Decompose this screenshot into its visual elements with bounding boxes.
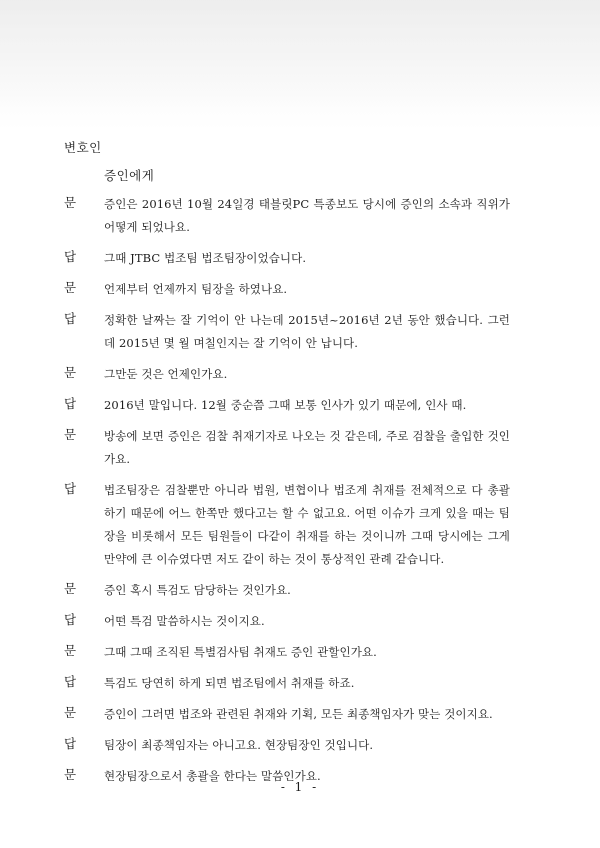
qa-list (0, 193, 600, 796)
qa-entry (0, 610, 600, 633)
qa-marker: 답 (64, 736, 77, 751)
qa-marker: 답 (64, 612, 77, 627)
qa-marker: 답 (64, 481, 77, 496)
qa-text: 그만둔 것은 언제인가요. (104, 367, 228, 381)
qa-marker: 문 (64, 365, 77, 380)
qa-text: 어떤 특검 말씀하시는 것이지요. (104, 614, 265, 628)
qa-marker: 문 (64, 643, 77, 658)
qa-text: 증인 혹시 특검도 담당하는 것인가요. (104, 583, 291, 597)
speaker-header: 변호인 (64, 140, 102, 155)
qa-text: 그때 그때 조직된 특별검사팀 취재도 증인 관할인가요. (104, 645, 377, 659)
qa-text: 정확한 날짜는 잘 기억이 안 나는데 2015년~2016년 2년 동안 했습니다. 그런데 2015년 몇 월 며칠인지는 잘 기억이 안 납니다. (104, 313, 510, 350)
qa-text: 2016년 말입니다. 12월 중순쯤 그때 보통 인사가 있기 때문에, 인사 때. (104, 398, 467, 412)
page-number: - 1 - (280, 780, 320, 794)
qa-entry (0, 193, 600, 239)
qa-entry (0, 579, 600, 602)
qa-marker: 문 (64, 581, 77, 596)
qa-marker: 문 (64, 767, 77, 782)
qa-entry (0, 278, 600, 301)
qa-entry (0, 425, 600, 471)
qa-entry (0, 309, 600, 355)
qa-marker: 문 (64, 195, 77, 210)
scan-shadow (0, 0, 600, 110)
qa-entry (0, 247, 600, 270)
qa-text: 증인이 그러면 법조와 관련된 취재와 기획, 모든 최종책임자가 맞는 것이지요. (104, 707, 493, 721)
qa-entry (0, 394, 600, 417)
qa-marker: 문 (64, 427, 77, 442)
qa-text: 현장팀장으로서 총괄을 한다는 말씀인가요. (104, 769, 321, 783)
addressee-line: 증인에게 (104, 168, 155, 183)
qa-entry (0, 703, 600, 726)
qa-entry (0, 734, 600, 757)
qa-text: 방송에 보면 증인은 검찰 취재기자로 나오는 것 같은데, 주로 검찰을 출입한 것인가요. (104, 429, 510, 466)
qa-marker: 답 (64, 249, 77, 264)
qa-marker: 문 (64, 280, 77, 295)
qa-entry (0, 641, 600, 664)
qa-text: 그때 JTBC 법조팀 법조팀장이었습니다. (104, 251, 307, 265)
qa-marker: 답 (64, 396, 77, 411)
qa-marker: 답 (64, 311, 77, 326)
qa-text: 팀장이 최종책임자는 아니고요. 현장팀장인 것입니다. (104, 738, 374, 752)
qa-text: 법조팀장은 검찰뿐만 아니라 법원, 변협이나 법조계 취재를 전체적으로 다 총괄하기 때문에 어느 한쪽만 했다고는 할 수 없고요. 어떤 이슈가 크게 있을 때는 팀장을 비롯해서 모든 팀원들이 다같이 취재를 하는 것이니까 그때 당시에는 그게 만약에 큰 이슈였다면 저도 같이 하는 것이 통상적인 관례 같습니다. (104, 483, 510, 566)
qa-entry (0, 672, 600, 695)
qa-entry (0, 479, 600, 571)
qa-text: 특검도 당연히 하게 되면 법조팀에서 취재를 하죠. (104, 676, 355, 690)
qa-entry (0, 363, 600, 386)
qa-marker: 답 (64, 674, 77, 689)
qa-marker: 문 (64, 705, 77, 720)
qa-text: 언제부터 언제까지 팀장을 하였나요. (104, 282, 288, 296)
qa-text: 증인은 2016년 10월 24일경 태블릿PC 특종보도 당시에 증인의 소속과 직위가 어떻게 되었나요. (104, 197, 510, 234)
